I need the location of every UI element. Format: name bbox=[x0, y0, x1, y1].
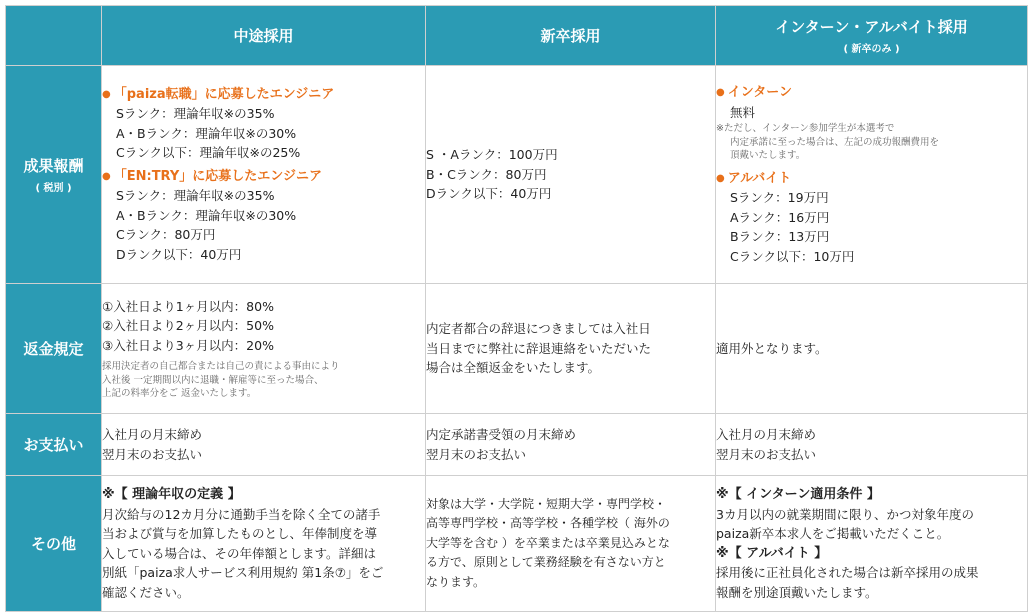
payment-mid-line: 入社月の月末締め bbox=[102, 427, 203, 442]
fee-label: 成果報酬 bbox=[23, 157, 84, 175]
corner-cell bbox=[6, 6, 102, 66]
fee-intern-line: Sランク：19万円 bbox=[730, 190, 829, 205]
other-mid-line: 入している場合は、その年俸額とします。詳細は bbox=[102, 545, 377, 561]
payment-new-line: 翌月末のお支払い bbox=[426, 446, 527, 462]
other-intern-line: 3カ月以内の就業期間に限り、かつ対象年度の bbox=[716, 506, 974, 522]
payment-intern bbox=[716, 414, 1028, 476]
fee-intern-note: 頂戴いたします。 bbox=[730, 150, 806, 161]
other-mid-title: ※【 理論年収の定義 】 bbox=[102, 487, 241, 502]
row-payment bbox=[6, 414, 1028, 476]
other-new-line: 対象は大学・大学院・短期大学・専門学校・ bbox=[426, 496, 667, 511]
header-intern-title: インターン・アルバイト採用 bbox=[775, 18, 968, 36]
refund-newgrad bbox=[426, 284, 716, 414]
other-intern-title-2: ※【 アルバイト 】 bbox=[716, 545, 828, 561]
refund-mid-note: 上記の料率分をご 返金いたします。 bbox=[102, 388, 257, 399]
fee-sub: ( 税別 ) bbox=[35, 183, 72, 194]
row-fee bbox=[6, 66, 1028, 284]
other-new-line: 高等専門学校・高等学校・各種学校（ 海外の bbox=[426, 516, 670, 531]
refund-mid-line: ③入社日より3ヶ月以内：20% bbox=[102, 337, 274, 353]
refund-new-line: 当日までに弊社に辞退連絡をいただいた bbox=[426, 340, 652, 356]
pricing-table bbox=[5, 5, 1028, 612]
payment-intern-line: 入社月の月末締め bbox=[716, 427, 817, 442]
payment-intern-line: 翌月末のお支払い bbox=[716, 446, 817, 462]
fee-new-line: S ・Aランク：100万円 bbox=[426, 147, 558, 163]
other-mid-line: 月次給与の12カ月分に通勤手当を除く全ての諸手 bbox=[102, 506, 381, 522]
refund-new-line: 内定者都合の辞退につきましては入社日 bbox=[426, 321, 651, 337]
fee-mid-line: A・Bランク：理論年収※の30% bbox=[116, 125, 297, 141]
other-mid-line: 確認ください。 bbox=[102, 584, 190, 600]
fee-midcareer bbox=[102, 66, 426, 284]
fee-newgrad bbox=[426, 66, 716, 284]
refund-mid-note: 入社後 一定期間以内に退職・解雇等に至った場合、 bbox=[102, 374, 324, 386]
fee-intern-heading-1: ● インターン bbox=[716, 83, 1027, 103]
other-intern bbox=[716, 476, 1028, 612]
fee-mid-heading-2: ● 「EN:TRY」に応募したエンジニア bbox=[102, 167, 425, 187]
other-new-line: 大学等を含む ）を卒業または卒業見込みとな bbox=[426, 535, 670, 550]
fee-intern-line: Bランク：13万円 bbox=[730, 229, 830, 244]
header-row bbox=[6, 6, 1028, 66]
row-label-other: その他 bbox=[6, 476, 102, 612]
fee-intern-note: ※ただし、インターン参加学生が本選考で bbox=[716, 123, 895, 134]
fee-new-line: B・Cランク：80万円 bbox=[426, 166, 547, 182]
row-label-refund: 返金規定 bbox=[6, 284, 102, 414]
other-intern-line: 採用後に正社員化された場合は新卒採用の成果 bbox=[716, 565, 979, 580]
fee-intern-note: 内定承諾に至った場合は、左記の成功報酬費用を bbox=[730, 136, 940, 148]
fee-intern-line: Cランク以下：10万円 bbox=[730, 248, 855, 264]
row-other bbox=[6, 476, 1028, 612]
fee-mid-line: Sランク：理論年収※の35% bbox=[116, 188, 275, 204]
fee-mid-line: Cランク：80万円 bbox=[116, 227, 216, 243]
fee-mid-line: Sランク：理論年収※の35% bbox=[116, 106, 275, 122]
fee-mid-line: Cランク以下：理論年収※の25% bbox=[116, 145, 301, 161]
refund-mid-line: ②入社日より2ヶ月以内：50% bbox=[102, 318, 274, 333]
other-new-line: なります。 bbox=[426, 574, 486, 589]
refund-intern: 適用外となります。 bbox=[716, 284, 1028, 414]
other-new-line: る方で、原則として業務経験を有さない方と bbox=[426, 555, 666, 570]
header-intern-sub: ( 新卒のみ ) bbox=[843, 44, 900, 55]
fee-intern bbox=[716, 66, 1028, 284]
refund-mid-line: ①入社日より1ヶ月以内：80% bbox=[102, 298, 274, 314]
header-intern bbox=[716, 6, 1028, 66]
row-label-payment: お支払い bbox=[6, 414, 102, 476]
fee-mid-line: A・Bランク：理論年収※の30% bbox=[116, 207, 297, 223]
other-mid-line: 別紙「paiza求人サービス利用規約 第1条⑦」をご bbox=[102, 565, 384, 580]
payment-midcareer bbox=[102, 414, 426, 476]
fee-intern-heading-2: ● アルバイト bbox=[716, 169, 1027, 189]
refund-new-line: 場合は全額返金をいたします。 bbox=[426, 360, 601, 376]
payment-new-line: 内定承諾書受領の月末締め bbox=[426, 427, 577, 442]
row-refund bbox=[6, 284, 1028, 414]
payment-newgrad bbox=[426, 414, 716, 476]
refund-mid-note: 採用決定者の自己都合または自己の責による事由により bbox=[102, 361, 340, 372]
header-midcareer: 中途採用 bbox=[102, 6, 426, 66]
fee-mid-heading-1: ● 「paiza転職」に応募したエンジニア bbox=[102, 85, 425, 105]
other-newgrad bbox=[426, 476, 716, 612]
other-intern-line: paiza新卒本求人をご掲載いただくこと。 bbox=[716, 526, 950, 541]
row-label-fee bbox=[6, 66, 102, 284]
fee-intern-free: 無料 bbox=[730, 104, 756, 120]
other-intern-title-1: ※【 インターン適用条件 】 bbox=[716, 487, 880, 502]
payment-mid-line: 翌月末のお支払い bbox=[102, 446, 203, 462]
fee-mid-line: Dランク以下：40万円 bbox=[116, 246, 242, 262]
fee-new-line: Dランク以下：40万円 bbox=[426, 186, 552, 202]
other-midcareer bbox=[102, 476, 426, 612]
fee-intern-line: Aランク：16万円 bbox=[730, 209, 830, 225]
refund-midcareer bbox=[102, 284, 426, 414]
other-intern-line: 報酬を別途頂戴いたします。 bbox=[716, 584, 878, 600]
other-mid-line: 当および賞与を加算したものとし、年俸制度を導 bbox=[102, 526, 378, 541]
header-newgrad: 新卒採用 bbox=[426, 6, 716, 66]
